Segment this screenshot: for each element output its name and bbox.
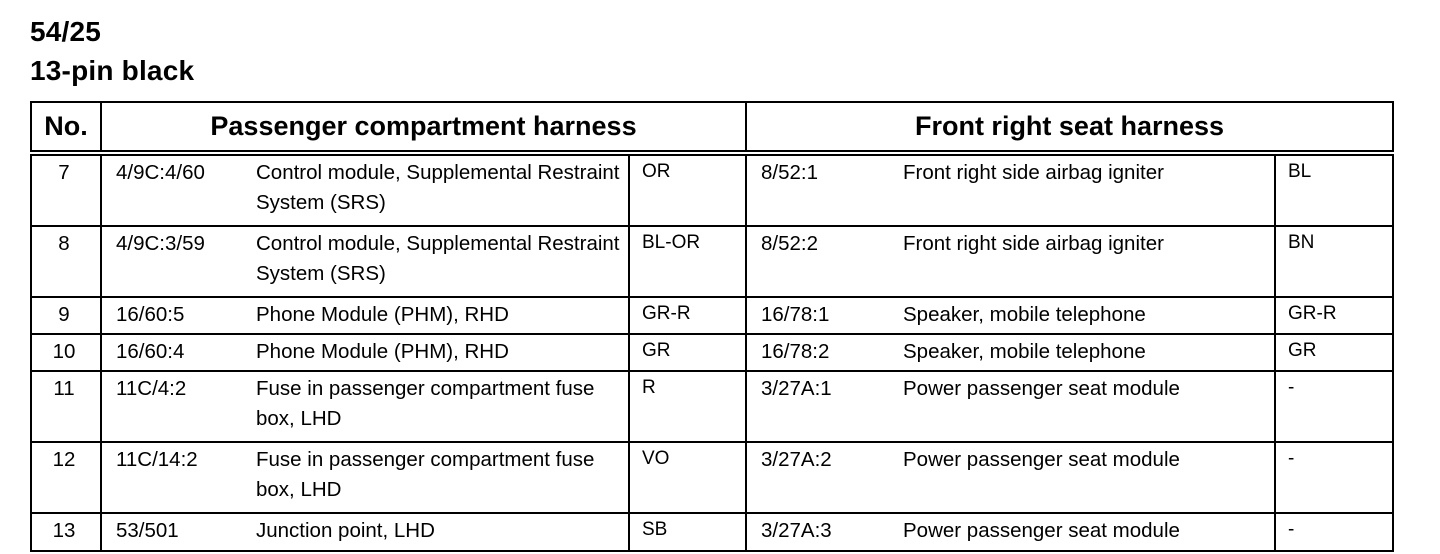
passenger-wire-color: R	[629, 371, 746, 442]
passenger-cell	[101, 297, 629, 334]
table-row	[31, 513, 1393, 551]
passenger-component: Control module, Supplemental Restraint System (SRS)	[256, 232, 620, 285]
seat-cell	[746, 513, 1275, 551]
passenger-cell	[101, 513, 629, 551]
passenger-cell	[101, 153, 629, 226]
seat-component: Front right side airbag igniter	[903, 232, 1164, 255]
seat-component: Power passenger seat module	[903, 519, 1180, 542]
seat-cell	[746, 153, 1275, 226]
seat-pin-ref: 3/27A:1	[761, 377, 832, 400]
seat-cell	[746, 442, 1275, 513]
seat-cell	[746, 226, 1275, 297]
table-row	[31, 371, 1393, 442]
seat-component: Power passenger seat module	[903, 448, 1180, 471]
passenger-component: Phone Module (PHM), RHD	[256, 303, 509, 326]
passenger-pin-ref: 16/60:4	[116, 340, 185, 363]
table-row	[31, 153, 1393, 226]
pin-number: 12	[31, 442, 101, 513]
pin-number: 8	[31, 226, 101, 297]
connector-id: 54/25	[30, 16, 102, 47]
passenger-pin-ref: 11C/14:2	[116, 448, 198, 471]
seat-wire-color: BL	[1275, 153, 1393, 226]
passenger-wire-color: OR	[629, 153, 746, 226]
passenger-component: Phone Module (PHM), RHD	[256, 340, 509, 363]
pin-number: 13	[31, 513, 101, 551]
passenger-pin-ref: 11C/4:2	[116, 377, 187, 400]
seat-pin-ref: 3/27A:2	[761, 448, 832, 471]
passenger-component: Control module, Supplemental Restraint System (SRS)	[256, 161, 620, 214]
seat-component: Speaker, mobile telephone	[903, 303, 1146, 326]
passenger-wire-color: GR-R	[629, 297, 746, 334]
seat-wire-color: GR-R	[1275, 297, 1393, 334]
seat-cell	[746, 334, 1275, 371]
seat-pin-ref: 8/52:2	[761, 232, 818, 255]
seat-component: Power passenger seat module	[903, 377, 1180, 400]
passenger-pin-ref: 4/9C:3/59	[116, 232, 205, 255]
seat-wire-color: BN	[1275, 226, 1393, 297]
seat-pin-ref: 8/52:1	[761, 161, 818, 184]
seat-pin-ref: 3/27A:3	[761, 519, 832, 542]
seat-wire-color: -	[1275, 371, 1393, 442]
passenger-cell	[101, 334, 629, 371]
passenger-component: Junction point, LHD	[256, 519, 435, 542]
seat-wire-color: GR	[1275, 334, 1393, 371]
passenger-pin-ref: 16/60:5	[116, 303, 185, 326]
pin-number: 7	[31, 153, 101, 226]
seat-component: Speaker, mobile telephone	[903, 340, 1146, 363]
passenger-wire-color: GR	[629, 334, 746, 371]
seat-pin-ref: 16/78:1	[761, 303, 830, 326]
connector-description: 13-pin black	[30, 55, 195, 86]
pin-number: 10	[31, 334, 101, 371]
header-front-right-seat-harness: Front right seat harness	[746, 102, 1393, 153]
seat-cell	[746, 297, 1275, 334]
table-row	[31, 226, 1393, 297]
pin-number: 9	[31, 297, 101, 334]
table-row	[31, 442, 1393, 513]
passenger-wire-color: SB	[629, 513, 746, 551]
table-header-row	[31, 102, 1393, 153]
pin-number: 11	[31, 371, 101, 442]
seat-component: Front right side airbag igniter	[903, 161, 1164, 184]
seat-cell	[746, 371, 1275, 442]
passenger-wire-color: VO	[629, 442, 746, 513]
passenger-pin-ref: 4/9C:4/60	[116, 161, 205, 184]
passenger-component: Fuse in passenger compartment fuse box, LHD	[256, 448, 595, 501]
header-passenger-compartment-harness: Passenger compartment harness	[101, 102, 746, 153]
header-no: No.	[31, 102, 101, 153]
passenger-wire-color: BL-OR	[629, 226, 746, 297]
seat-wire-color: -	[1275, 442, 1393, 513]
passenger-cell	[101, 442, 629, 513]
seat-pin-ref: 16/78:2	[761, 340, 830, 363]
passenger-cell	[101, 226, 629, 297]
table-row	[31, 334, 1393, 371]
passenger-cell	[101, 371, 629, 442]
passenger-pin-ref: 53/501	[116, 519, 179, 542]
seat-wire-color: -	[1275, 513, 1393, 551]
passenger-component: Fuse in passenger compartment fuse box, LHD	[256, 377, 595, 430]
connector-pin-table	[30, 101, 1394, 552]
table-row	[31, 297, 1393, 334]
